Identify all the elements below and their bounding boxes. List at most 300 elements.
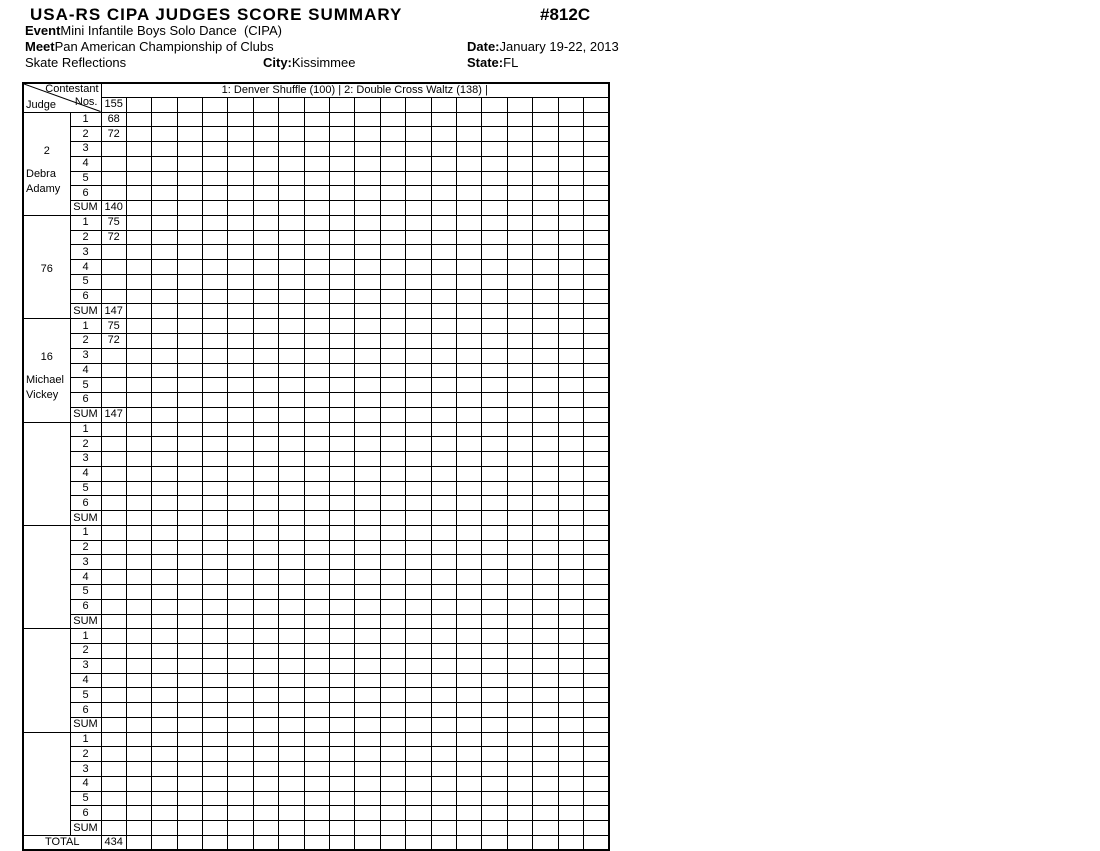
score-cell — [431, 422, 456, 437]
score-cell — [456, 319, 481, 334]
score-cell — [456, 230, 481, 245]
score-cell — [253, 658, 278, 673]
score-cell — [304, 245, 329, 260]
score-cell — [304, 599, 329, 614]
score-cell — [177, 570, 202, 585]
score-cell — [533, 629, 558, 644]
score-cell — [330, 333, 355, 348]
total-value-cell — [558, 836, 583, 851]
score-cell — [533, 289, 558, 304]
score-cell — [126, 496, 151, 511]
score-cell — [558, 333, 583, 348]
score-cell — [456, 201, 481, 216]
score-cell — [482, 393, 507, 408]
score-cell — [583, 378, 609, 393]
score-cell — [203, 629, 228, 644]
score-cell — [507, 540, 532, 555]
score-cell — [406, 304, 431, 319]
total-value-cell — [583, 836, 609, 851]
score-cell — [304, 215, 329, 230]
score-cell — [203, 201, 228, 216]
score-cell — [152, 791, 177, 806]
score-cell: 72 — [101, 127, 126, 142]
score-cell — [456, 806, 481, 821]
score-cell — [304, 201, 329, 216]
score-cell — [558, 156, 583, 171]
score-cell — [583, 673, 609, 688]
score-cell — [380, 171, 405, 186]
score-cell — [101, 717, 126, 732]
score-cell — [507, 511, 532, 526]
score-cell — [279, 466, 304, 481]
score-cell — [253, 156, 278, 171]
score-cell — [177, 407, 202, 422]
score-cell — [253, 245, 278, 260]
score-cell — [558, 688, 583, 703]
score-cell — [253, 644, 278, 659]
score-cell — [482, 378, 507, 393]
score-cell — [583, 629, 609, 644]
row-label: SUM — [70, 614, 101, 629]
total-value-cell — [533, 836, 558, 851]
doc-number: #812C — [540, 5, 591, 24]
score-cell — [253, 599, 278, 614]
score-cell — [482, 525, 507, 540]
score-cell — [330, 614, 355, 629]
score-cell — [152, 156, 177, 171]
score-cell — [456, 776, 481, 791]
score-cell — [431, 511, 456, 526]
score-cell — [507, 348, 532, 363]
score-cell — [431, 732, 456, 747]
score-cell — [583, 496, 609, 511]
score-cell — [507, 703, 532, 718]
score-cell — [583, 688, 609, 703]
score-cell — [583, 274, 609, 289]
city-line — [263, 56, 355, 70]
score-cell — [101, 540, 126, 555]
score-cell — [228, 496, 253, 511]
score-cell — [279, 171, 304, 186]
score-cell — [253, 673, 278, 688]
score-cell — [355, 511, 380, 526]
score-cell — [380, 215, 405, 230]
score-cell — [228, 274, 253, 289]
score-cell — [253, 260, 278, 275]
score-cell — [482, 658, 507, 673]
judge-cell — [23, 732, 70, 835]
score-cell — [558, 703, 583, 718]
score-cell — [380, 570, 405, 585]
score-cell — [456, 466, 481, 481]
row-label: 2 — [70, 644, 101, 659]
score-cell — [482, 201, 507, 216]
score-cell — [533, 142, 558, 157]
score-cell — [330, 274, 355, 289]
contestant-number-cell: 155 — [101, 97, 126, 112]
score-cell — [330, 201, 355, 216]
score-cell — [279, 732, 304, 747]
score-cell — [380, 688, 405, 703]
score-cell — [507, 422, 532, 437]
score-cell — [152, 319, 177, 334]
score-cell — [101, 688, 126, 703]
score-cell — [304, 127, 329, 142]
score-cell — [456, 481, 481, 496]
score-cell — [152, 127, 177, 142]
score-cell — [507, 230, 532, 245]
score-cell — [583, 127, 609, 142]
score-cell — [279, 274, 304, 289]
score-cell — [355, 230, 380, 245]
score-cell — [380, 821, 405, 836]
score-cell — [203, 717, 228, 732]
score-cell — [126, 112, 151, 127]
score-cell — [253, 393, 278, 408]
score-cell — [228, 555, 253, 570]
score-cell — [406, 333, 431, 348]
score-cell — [482, 599, 507, 614]
score-cell — [203, 525, 228, 540]
contestant-number-cell — [152, 97, 177, 112]
score-cell — [456, 171, 481, 186]
score-cell — [355, 333, 380, 348]
score-cell — [380, 806, 405, 821]
score-cell — [203, 466, 228, 481]
score-cell — [279, 688, 304, 703]
score-cell — [533, 393, 558, 408]
score-cell — [253, 732, 278, 747]
score-cell — [152, 555, 177, 570]
score-cell — [152, 171, 177, 186]
score-cell — [533, 363, 558, 378]
score-cell — [101, 466, 126, 481]
score-cell — [507, 791, 532, 806]
score-cell — [533, 570, 558, 585]
score-cell — [152, 260, 177, 275]
row-label: SUM — [70, 511, 101, 526]
score-cell — [431, 555, 456, 570]
score-cell — [279, 747, 304, 762]
score-cell — [406, 186, 431, 201]
score-cell — [126, 452, 151, 467]
score-cell — [456, 525, 481, 540]
score-cell — [304, 732, 329, 747]
score-cell — [126, 644, 151, 659]
score-cell — [279, 644, 304, 659]
score-cell — [431, 215, 456, 230]
score-cell — [126, 156, 151, 171]
score-cell — [558, 717, 583, 732]
score-cell — [330, 762, 355, 777]
score-cell — [456, 304, 481, 319]
score-cell — [355, 599, 380, 614]
score-cell — [101, 703, 126, 718]
score-cell — [507, 363, 532, 378]
score-cell — [228, 703, 253, 718]
score-cell — [456, 393, 481, 408]
score-cell — [456, 407, 481, 422]
score-cell — [355, 540, 380, 555]
score-cell — [431, 776, 456, 791]
score-cell — [330, 393, 355, 408]
score-cell — [330, 688, 355, 703]
score-cell — [126, 171, 151, 186]
score-cell — [152, 230, 177, 245]
score-cell — [533, 540, 558, 555]
score-cell — [101, 289, 126, 304]
contestant-number-cell — [380, 97, 405, 112]
score-cell — [355, 156, 380, 171]
score-cell — [126, 422, 151, 437]
score-cell — [304, 806, 329, 821]
score-cell — [126, 747, 151, 762]
contestant-number-cell — [304, 97, 329, 112]
score-cell — [279, 452, 304, 467]
score-cell — [406, 791, 431, 806]
score-cell: 75 — [101, 215, 126, 230]
total-value-cell — [177, 836, 202, 851]
score-cell — [507, 481, 532, 496]
score-cell — [253, 289, 278, 304]
score-cell — [507, 319, 532, 334]
score-cell — [304, 511, 329, 526]
score-cell — [228, 540, 253, 555]
score-cell — [456, 274, 481, 289]
row-label: 3 — [70, 762, 101, 777]
score-cell — [152, 688, 177, 703]
score-cell — [482, 688, 507, 703]
total-value-cell — [152, 836, 177, 851]
score-cell — [279, 540, 304, 555]
score-cell — [101, 245, 126, 260]
score-cell — [456, 658, 481, 673]
score-cell — [253, 348, 278, 363]
score-cell — [279, 585, 304, 600]
score-cell — [203, 585, 228, 600]
score-cell — [380, 452, 405, 467]
score-cell — [558, 437, 583, 452]
score-cell — [482, 127, 507, 142]
score-cell — [279, 806, 304, 821]
score-cell — [456, 614, 481, 629]
score-cell — [279, 555, 304, 570]
city-value: Kissimmee — [291, 55, 356, 70]
score-cell — [583, 215, 609, 230]
event-label: Event — [25, 23, 61, 38]
score-cell — [279, 348, 304, 363]
score-cell — [583, 171, 609, 186]
score-cell — [253, 407, 278, 422]
contestant-number-cell — [355, 97, 380, 112]
score-cell — [152, 599, 177, 614]
row-label: 2 — [70, 333, 101, 348]
city-label: City: — [263, 55, 292, 70]
score-cell — [304, 348, 329, 363]
score-cell — [279, 776, 304, 791]
score-cell — [203, 304, 228, 319]
score-cell — [558, 525, 583, 540]
score-cell — [126, 407, 151, 422]
score-cell — [406, 629, 431, 644]
score-cell — [583, 142, 609, 157]
score-cell — [152, 747, 177, 762]
score-cell — [304, 393, 329, 408]
score-cell — [330, 821, 355, 836]
contestant-number-cell — [583, 97, 609, 112]
score-cell — [355, 688, 380, 703]
score-cell — [228, 821, 253, 836]
score-cell — [558, 452, 583, 467]
score-cell — [253, 319, 278, 334]
score-cell — [304, 230, 329, 245]
score-cell — [406, 215, 431, 230]
score-cell — [431, 791, 456, 806]
contestant-number-cell — [406, 97, 431, 112]
score-cell — [583, 481, 609, 496]
score-cell — [253, 112, 278, 127]
score-cell — [330, 304, 355, 319]
score-cell — [330, 112, 355, 127]
score-cell — [279, 703, 304, 718]
row-label: 5 — [70, 378, 101, 393]
score-cell — [279, 156, 304, 171]
score-cell — [203, 776, 228, 791]
score-cell — [355, 555, 380, 570]
score-cell — [533, 614, 558, 629]
score-cell — [482, 791, 507, 806]
score-cell — [431, 201, 456, 216]
score-cell — [279, 378, 304, 393]
score-cell — [279, 599, 304, 614]
score-cell — [380, 762, 405, 777]
meet-label: Meet — [25, 39, 55, 54]
score-cell — [177, 304, 202, 319]
score-cell — [558, 348, 583, 363]
score-cell — [279, 289, 304, 304]
score-cell — [507, 555, 532, 570]
score-cell — [533, 525, 558, 540]
score-cell — [279, 363, 304, 378]
score-cell — [456, 821, 481, 836]
score-cell — [152, 629, 177, 644]
score-cell — [380, 629, 405, 644]
score-cell — [482, 215, 507, 230]
score-cell — [152, 614, 177, 629]
score-cell — [583, 333, 609, 348]
score-cell — [228, 791, 253, 806]
score-cell — [431, 171, 456, 186]
score-cell — [177, 348, 202, 363]
score-cell — [431, 496, 456, 511]
score-cell — [330, 732, 355, 747]
score-cell — [330, 142, 355, 157]
score-cell — [304, 452, 329, 467]
score-cell — [507, 274, 532, 289]
score-cell — [101, 260, 126, 275]
score-cell — [253, 127, 278, 142]
score-cell — [533, 407, 558, 422]
dance-header: 1: Denver Shuffle (100) | 2: Double Cross Waltz (138) | — [101, 83, 609, 97]
score-cell — [456, 599, 481, 614]
score-cell — [355, 762, 380, 777]
score-cell — [431, 525, 456, 540]
score-cell — [431, 481, 456, 496]
score-cell — [507, 452, 532, 467]
score-cell — [228, 717, 253, 732]
score-cell — [152, 289, 177, 304]
row-label: 6 — [70, 393, 101, 408]
score-cell — [101, 496, 126, 511]
score-cell — [304, 333, 329, 348]
score-cell — [406, 171, 431, 186]
score-cell — [152, 304, 177, 319]
score-cell — [279, 422, 304, 437]
score-cell — [431, 614, 456, 629]
contestant-number-cell — [203, 97, 228, 112]
score-cell — [482, 703, 507, 718]
score-cell — [558, 142, 583, 157]
score-cell — [533, 156, 558, 171]
score-cell — [380, 348, 405, 363]
score-cell — [304, 304, 329, 319]
score-cell — [152, 422, 177, 437]
row-label: 5 — [70, 791, 101, 806]
score-cell — [152, 703, 177, 718]
nos-label: Nos. — [74, 96, 98, 108]
score-cell — [203, 658, 228, 673]
score-cell — [456, 585, 481, 600]
score-cell — [456, 703, 481, 718]
score-cell — [304, 629, 329, 644]
contestant-number-cell — [431, 97, 456, 112]
score-cell — [380, 230, 405, 245]
score-cell — [355, 614, 380, 629]
judge-cell — [23, 422, 70, 525]
score-cell — [431, 466, 456, 481]
score-cell — [456, 540, 481, 555]
score-cell — [533, 186, 558, 201]
score-cell — [228, 629, 253, 644]
score-cell — [177, 156, 202, 171]
score-cell — [228, 230, 253, 245]
score-cell — [558, 776, 583, 791]
score-cell — [279, 245, 304, 260]
score-cell — [533, 230, 558, 245]
contestant-number-cell — [456, 97, 481, 112]
score-cell — [355, 437, 380, 452]
score-cell — [406, 688, 431, 703]
score-cell — [355, 171, 380, 186]
score-cell — [380, 614, 405, 629]
score-cell — [558, 378, 583, 393]
score-cell — [228, 112, 253, 127]
score-cell — [126, 688, 151, 703]
score-cell — [406, 481, 431, 496]
score-cell — [203, 348, 228, 363]
contestant-number-cell — [177, 97, 202, 112]
score-cell — [177, 319, 202, 334]
score-cell — [228, 333, 253, 348]
score-cell — [583, 540, 609, 555]
score-cell — [203, 127, 228, 142]
score-cell — [177, 378, 202, 393]
score-cell — [380, 732, 405, 747]
score-cell — [583, 717, 609, 732]
score-cell — [583, 348, 609, 363]
row-label: SUM — [70, 717, 101, 732]
score-cell — [228, 407, 253, 422]
